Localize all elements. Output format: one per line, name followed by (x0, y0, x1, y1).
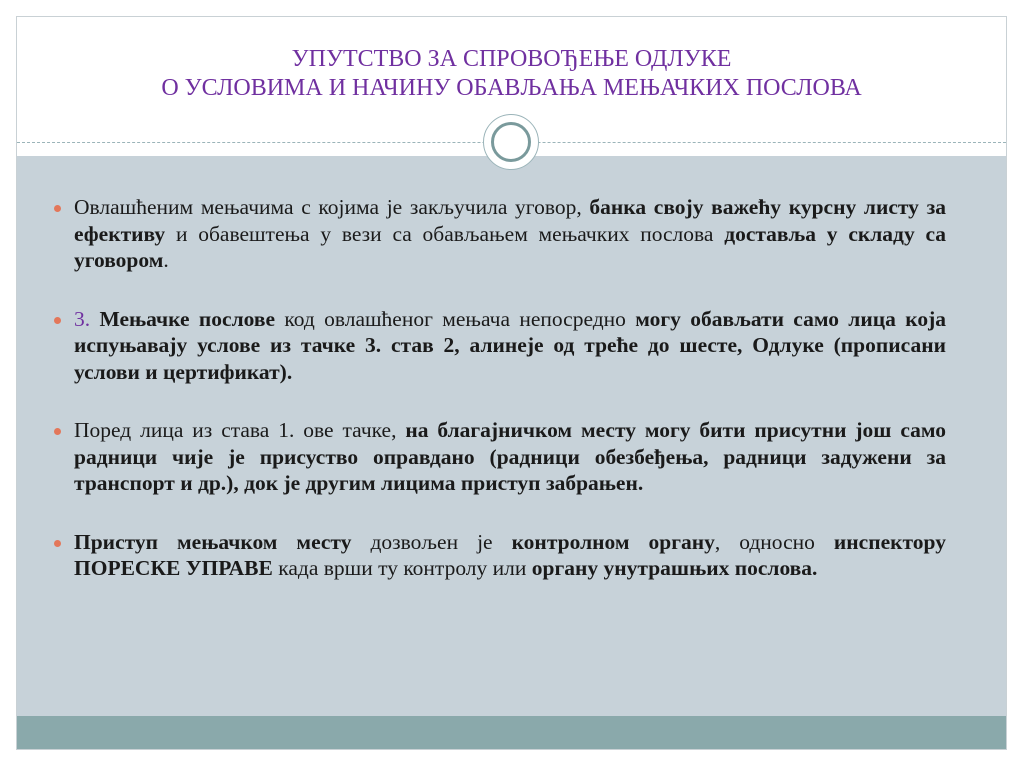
bullet-item-3 (74, 417, 946, 497)
bold-run: на благајничком месту могу бити присутни још само радници чије је присуство оправдано (радници обезбеђења, радници задужени за транспорт и др.), док је другим лицима приступ забрањен. (74, 418, 946, 495)
bullet-text (74, 195, 946, 272)
text-run: . (163, 248, 169, 272)
text-run: код овлашћеног мењача непосредно (275, 306, 636, 331)
bold-run: банка своју важећу курсну листу за ефективу (74, 195, 947, 246)
bullet-item-2 (74, 306, 946, 386)
bullet-dot-icon (54, 317, 61, 324)
bold-run: инспектору ПОРЕСКЕ УПРАВЕ (74, 529, 946, 580)
text-run: , односно (714, 529, 834, 554)
bold-run: контролном органу (511, 529, 715, 554)
text-run: када врши ту контролу или (272, 556, 532, 580)
slide-title (17, 45, 1006, 103)
bullet-dot-icon (54, 205, 61, 212)
bullet-dot-icon (54, 428, 61, 435)
bullet-text (74, 418, 946, 495)
bullet-dot-icon (54, 540, 61, 547)
bullet-item-1 (74, 194, 946, 274)
circle-ornament-ring (491, 122, 531, 162)
bullet-text (74, 307, 946, 384)
bullet-number: 3. (74, 306, 91, 331)
text-run: Овлашћеним мењачима с којима је закључила уговор, (74, 195, 590, 219)
bullet-item-4 (74, 529, 946, 582)
title-line-2: О УСЛОВИМА И НАЧИНУ ОБАВЉАЊА МЕЊАЧКИХ ПОСЛОВА (161, 75, 862, 101)
bold-run: доставља у складу са уговором (74, 221, 946, 272)
footer-band (17, 716, 1006, 750)
bold-run: Мењачке послове (99, 306, 276, 331)
bold-run: Приступ мењачком месту (74, 529, 352, 554)
text-run: дозвољен је (351, 529, 512, 554)
title-line-1: УПУТСТВО ЗА СПРОВОЂЕЊЕ ОДЛУКЕ (291, 46, 732, 72)
text-run: и обавештења у вези са обављањем мењачких послова (165, 221, 725, 246)
bullet-text (74, 530, 946, 581)
bold-run: органу унутрашњих послова. (531, 556, 818, 580)
text-run: Поред лица из става 1. ове тачке, (74, 418, 406, 442)
bullet-list (74, 194, 946, 614)
bold-run: могу обављати само лица која испуњавају услове из тачке 3. став 2, алинеје од треће до шесте, Одлуке (прописани услови и цертификат). (74, 306, 946, 384)
circle-ornament-icon (483, 114, 539, 170)
